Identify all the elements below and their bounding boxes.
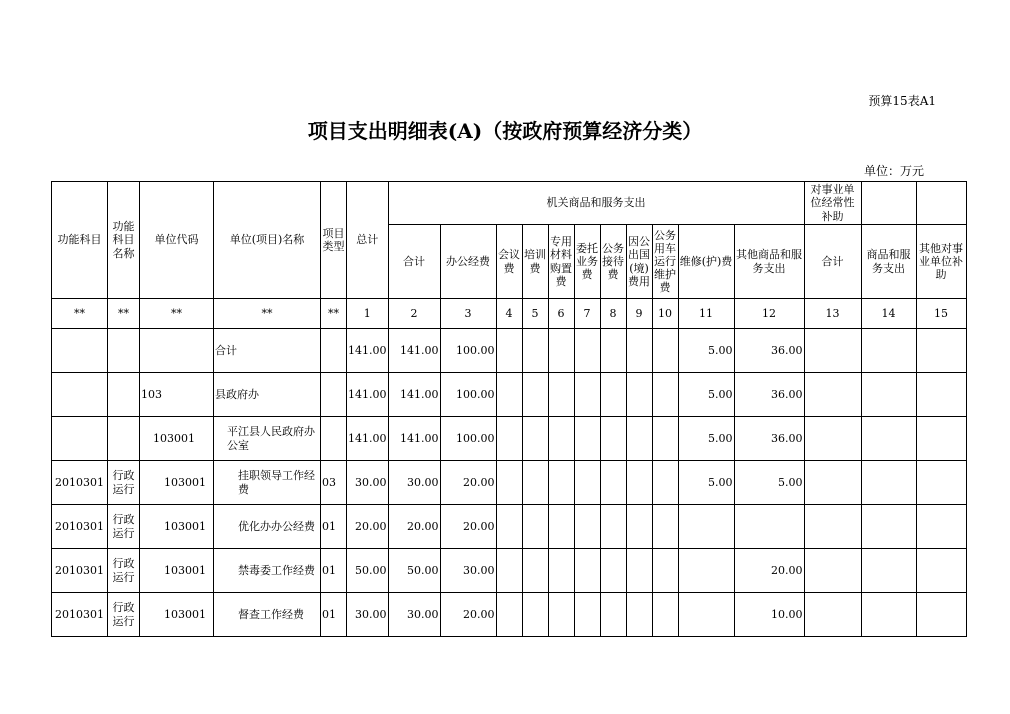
index-cell: 15 xyxy=(916,299,966,329)
index-cell: 4 xyxy=(496,299,522,329)
index-cell: 5 xyxy=(522,299,548,329)
cell-unit-name: 平江县人民政府办公室 xyxy=(214,417,321,461)
header-group-goods: 机关商品和服务支出 xyxy=(388,182,804,225)
cell-goods-total: 20.00 xyxy=(388,505,440,549)
header-group-subsidy: 对事业单位经常性补助 xyxy=(804,182,861,225)
unit-label: 单位：万元 xyxy=(863,164,924,178)
index-cell: 9 xyxy=(626,299,652,329)
header-blank-1 xyxy=(861,182,916,225)
cell-repair xyxy=(678,593,734,637)
cell-func-code xyxy=(52,329,108,373)
cell-total: 30.00 xyxy=(347,593,389,637)
header-unit-name: 单位(项目)名称 xyxy=(214,182,321,299)
cell-goods-total: 30.00 xyxy=(388,461,440,505)
cell-repair: 5.00 xyxy=(678,329,734,373)
header-col-9: 因公出国(境)费用 xyxy=(626,225,652,299)
cell-office: 100.00 xyxy=(440,373,496,417)
table-row xyxy=(52,593,967,637)
cell-unit-name: 县政府办 xyxy=(214,373,321,417)
table-row xyxy=(52,505,967,549)
cell-unit-code: 103001 xyxy=(140,417,214,461)
page-title: 项目支出明细表(A)（按政府预算经济分类） xyxy=(307,119,703,143)
cell-other-goods: 36.00 xyxy=(734,417,804,461)
header-col-14: 商品和服务支出 xyxy=(861,225,916,299)
cell-unit-name: 挂职领导工作经费 xyxy=(214,461,321,505)
cell-unit-code: 103001 xyxy=(140,549,214,593)
table-row xyxy=(52,549,967,593)
cell-goods-total: 141.00 xyxy=(388,329,440,373)
header-col-7: 委托业务费 xyxy=(574,225,600,299)
cell-unit-code: 103001 xyxy=(140,461,214,505)
header-unit-code: 单位代码 xyxy=(140,182,214,299)
index-cell: 1 xyxy=(347,299,389,329)
cell-repair xyxy=(678,505,734,549)
cell-func-name: 行政运行 xyxy=(108,505,140,549)
cell-other-goods: 10.00 xyxy=(734,593,804,637)
cell-func-name: 行政运行 xyxy=(108,593,140,637)
cell-office: 30.00 xyxy=(440,549,496,593)
cell-other-goods: 5.00 xyxy=(734,461,804,505)
header-col-5: 培训费 xyxy=(522,225,548,299)
cell-total: 50.00 xyxy=(347,549,389,593)
cell-func-code: 2010301 xyxy=(52,505,108,549)
index-cell: 6 xyxy=(548,299,574,329)
header-func-code: 功能科目 xyxy=(52,182,108,299)
cell-total: 141.00 xyxy=(347,417,389,461)
cell-repair: 5.00 xyxy=(678,373,734,417)
cell-func-code: 2010301 xyxy=(52,593,108,637)
header-blank-2 xyxy=(916,182,966,225)
header-func-name: 功能科目名称 xyxy=(108,182,140,299)
cell-func-code: 2010301 xyxy=(52,549,108,593)
cell-goods-total: 141.00 xyxy=(388,373,440,417)
index-cell: ** xyxy=(214,299,321,329)
cell-total: 20.00 xyxy=(347,505,389,549)
cell-unit-name: 督查工作经费 xyxy=(214,593,321,637)
cell-total: 30.00 xyxy=(347,461,389,505)
cell-other-goods: 20.00 xyxy=(734,549,804,593)
cell-total: 141.00 xyxy=(347,373,389,417)
table-wrapper xyxy=(51,181,967,637)
index-cell: ** xyxy=(108,299,140,329)
cell-unit-name: 禁毒委工作经费 xyxy=(214,549,321,593)
cell-unit-code: 103001 xyxy=(140,505,214,549)
cell-type: 01 xyxy=(321,505,347,549)
cell-office: 20.00 xyxy=(440,505,496,549)
cell-type: 01 xyxy=(321,549,347,593)
cell-type xyxy=(321,329,347,373)
cell-type xyxy=(321,417,347,461)
index-cell: ** xyxy=(140,299,214,329)
header-col-11: 维修(护)费 xyxy=(678,225,734,299)
cell-goods-total: 30.00 xyxy=(388,593,440,637)
header-col-4: 会议费 xyxy=(496,225,522,299)
cell-office: 20.00 xyxy=(440,461,496,505)
index-cell: 8 xyxy=(600,299,626,329)
cell-func-name: 行政运行 xyxy=(108,549,140,593)
header-row-1 xyxy=(52,182,967,225)
header-col-8: 公务接待费 xyxy=(600,225,626,299)
cell-other-goods: 36.00 xyxy=(734,373,804,417)
cell-unit-code xyxy=(140,329,214,373)
cell-goods-total: 50.00 xyxy=(388,549,440,593)
header-col-3: 办公经费 xyxy=(440,225,496,299)
cell-type: 03 xyxy=(321,461,347,505)
cell-func-code: 2010301 xyxy=(52,461,108,505)
document-code: 预算15表A1 xyxy=(868,94,936,108)
index-cell: 7 xyxy=(574,299,600,329)
cell-unit-name: 优化办办公经费 xyxy=(214,505,321,549)
cell-repair: 5.00 xyxy=(678,461,734,505)
index-cell: ** xyxy=(321,299,347,329)
cell-type: 01 xyxy=(321,593,347,637)
index-cell: 10 xyxy=(652,299,678,329)
index-cell: 13 xyxy=(804,299,861,329)
table-row xyxy=(52,329,967,373)
cell-repair: 5.00 xyxy=(678,417,734,461)
index-cell: 11 xyxy=(678,299,734,329)
header-total: 总计 xyxy=(347,182,389,299)
table-row xyxy=(52,461,967,505)
cell-total: 141.00 xyxy=(347,329,389,373)
cell-func-name xyxy=(108,329,140,373)
cell-unit-code: 103 xyxy=(140,373,214,417)
cell-other-goods xyxy=(734,505,804,549)
header-col-2: 合计 xyxy=(388,225,440,299)
index-row xyxy=(52,299,967,329)
cell-type xyxy=(321,373,347,417)
table-row xyxy=(52,417,967,461)
header-col-6: 专用材料购置费 xyxy=(548,225,574,299)
table-row xyxy=(52,373,967,417)
cell-goods-total: 141.00 xyxy=(388,417,440,461)
index-cell: 12 xyxy=(734,299,804,329)
cell-func-name xyxy=(108,417,140,461)
header-col-12: 其他商品和服务支出 xyxy=(734,225,804,299)
cell-func-code xyxy=(52,417,108,461)
cell-office: 100.00 xyxy=(440,417,496,461)
index-cell: 2 xyxy=(388,299,440,329)
cell-unit-code: 103001 xyxy=(140,593,214,637)
header-col-10: 公务用车运行维护费 xyxy=(652,225,678,299)
cell-unit-name: 合计 xyxy=(214,329,321,373)
header-project-type: 项目类型 xyxy=(321,182,347,299)
cell-office: 100.00 xyxy=(440,329,496,373)
cell-office: 20.00 xyxy=(440,593,496,637)
index-cell: ** xyxy=(52,299,108,329)
cell-func-name xyxy=(108,373,140,417)
cell-func-code xyxy=(52,373,108,417)
cell-func-name: 行政运行 xyxy=(108,461,140,505)
index-cell: 14 xyxy=(861,299,916,329)
expense-table xyxy=(51,181,967,637)
cell-repair xyxy=(678,549,734,593)
header-col-13: 合计 xyxy=(804,225,861,299)
cell-other-goods: 36.00 xyxy=(734,329,804,373)
index-cell: 3 xyxy=(440,299,496,329)
header-col-15: 其他对事业单位补助 xyxy=(916,225,966,299)
